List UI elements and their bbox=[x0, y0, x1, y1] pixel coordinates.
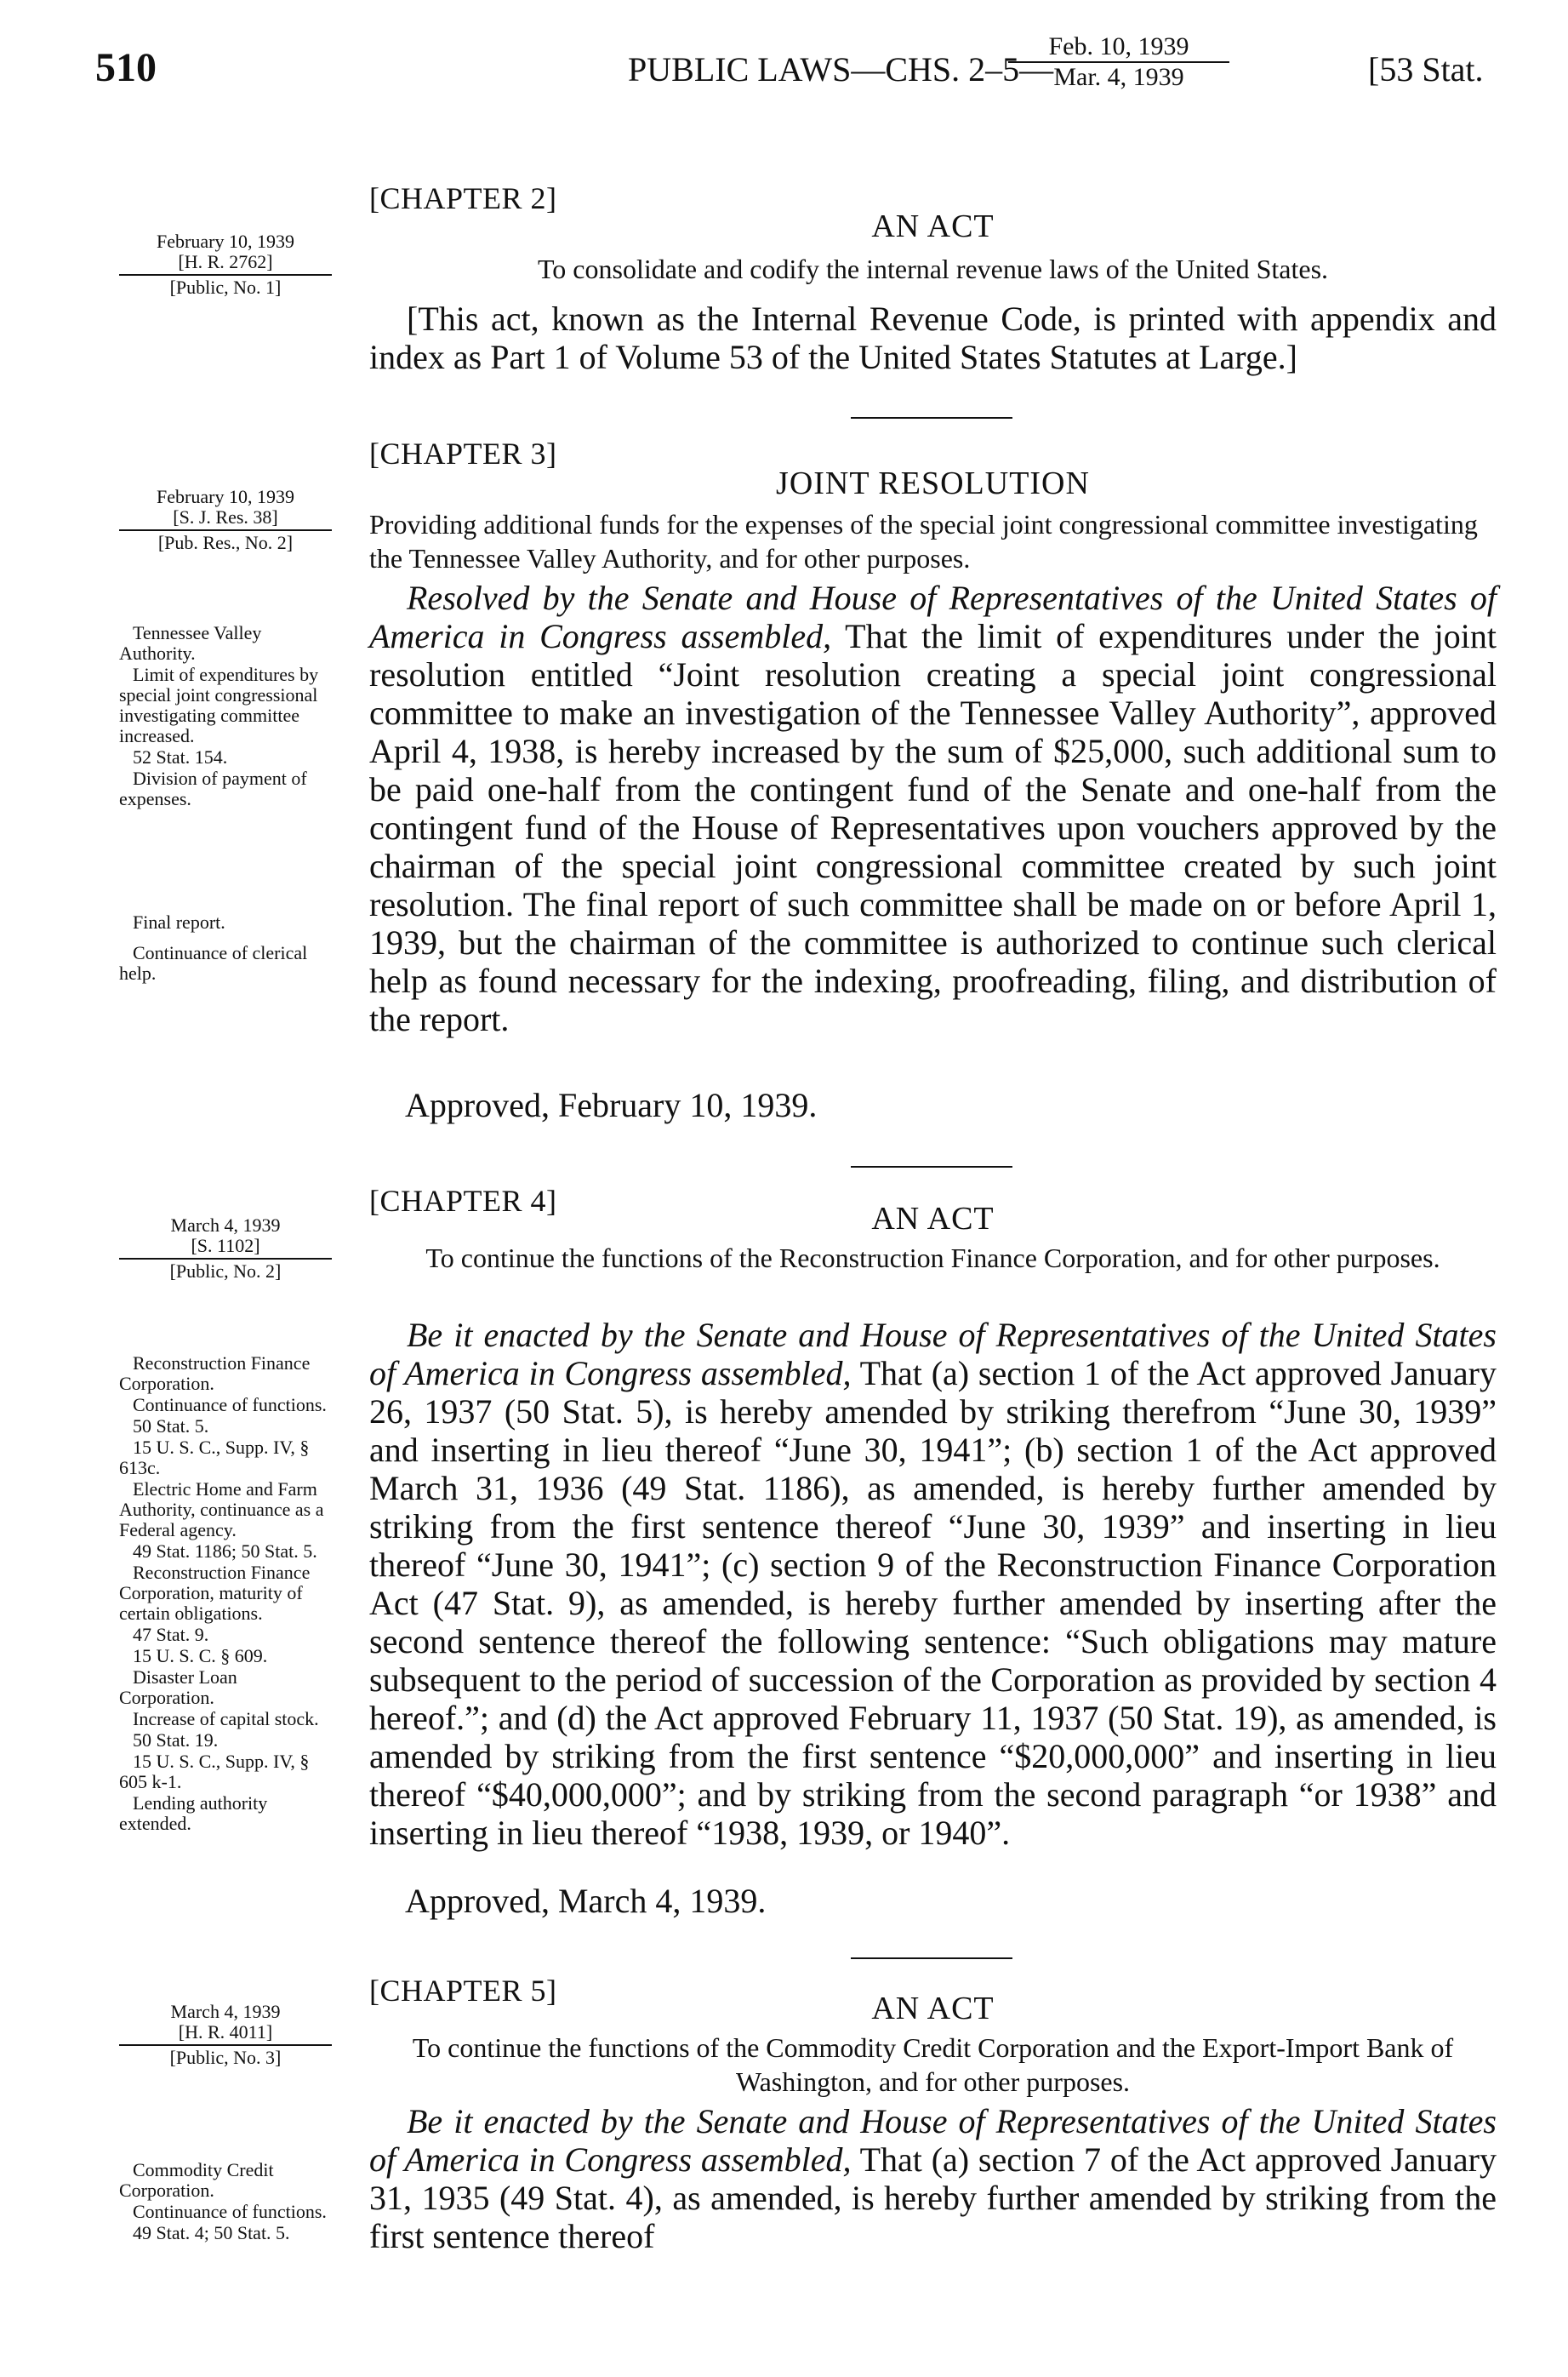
margin-note: 15 U. S. C., Supp. IV, § 613c. bbox=[119, 1437, 310, 1478]
section-divider bbox=[851, 1957, 1012, 1959]
chapter-2-label: [CHAPTER 2] bbox=[369, 181, 557, 215]
section-divider bbox=[851, 417, 1012, 419]
chapter-3-margin-citation bbox=[119, 487, 332, 553]
chapter-5-kind: AN ACT bbox=[871, 1991, 995, 2026]
chapter-4-label: [CHAPTER 4] bbox=[369, 1184, 557, 1218]
running-title: PUBLIC LAWS—CHS. 2–5— bbox=[628, 50, 1054, 89]
chapter-3-body bbox=[369, 579, 1497, 1038]
chapter-4-kind: AN ACT bbox=[871, 1201, 995, 1237]
margin-bill: [S. 1102] bbox=[191, 1235, 260, 1256]
chapter-5-enacting-clause: Be it enacted by the Senate and House of Representatives of the United States of America in Congress assembled, bbox=[369, 2102, 1497, 2179]
header-date-start: Feb. 10, 1939 bbox=[1008, 32, 1229, 63]
page-number: 510 bbox=[95, 45, 157, 90]
chapter-2-kind: AN ACT bbox=[871, 209, 995, 244]
chapter-5-margin-notes bbox=[119, 2160, 332, 2243]
header-date-end: Mar. 4, 1939 bbox=[1053, 63, 1184, 91]
margin-note: 52 Stat. 154. bbox=[133, 746, 228, 768]
chapter-5-body bbox=[369, 2102, 1497, 2255]
margin-note: Continuance of functions. bbox=[133, 2201, 327, 2222]
margin-note: Commodity Credit Corporation. bbox=[119, 2159, 274, 2201]
chapter-3-approved: Approved, February 10, 1939. bbox=[405, 1086, 818, 1124]
chapter-2-body bbox=[369, 300, 1497, 376]
margin-note: Disaster Loan Corporation. bbox=[119, 1666, 237, 1708]
margin-law: [Public, No. 3] bbox=[169, 2047, 282, 2068]
margin-note: 50 Stat. 19. bbox=[133, 1729, 219, 1751]
chapter-5-label: [CHAPTER 5] bbox=[369, 1974, 557, 2008]
margin-note: Final report. bbox=[133, 911, 225, 933]
chapter-3-kind: JOINT RESOLUTION bbox=[776, 466, 1090, 501]
margin-note: Increase of capital stock. bbox=[133, 1708, 319, 1729]
margin-date: March 4, 1939 bbox=[170, 1214, 281, 1236]
margin-law: [Public, No. 2] bbox=[169, 1260, 282, 1282]
margin-bill: [H. R. 2762] bbox=[178, 251, 273, 272]
margin-note: Tennessee Valley Authority. bbox=[119, 622, 262, 664]
chapter-3-label: [CHAPTER 3] bbox=[369, 437, 557, 471]
margin-divider bbox=[119, 529, 332, 531]
header-date-range bbox=[1008, 32, 1229, 92]
margin-note: 47 Stat. 9. bbox=[133, 1624, 209, 1645]
margin-note: Continuance of clerical help. bbox=[119, 942, 308, 984]
chapter-2-margin-citation bbox=[119, 231, 332, 298]
margin-note: Electric Home and Farm Authority, continuance as a Federal agency. bbox=[119, 1478, 324, 1540]
margin-divider bbox=[119, 1258, 332, 1260]
margin-note: Reconstruction Finance Corporation, maturity of certain obligations. bbox=[119, 1562, 311, 1624]
chapter-3-margin-notes bbox=[119, 623, 332, 809]
chapter-5-text: That (a) section 7 of the Act approved January 31, 1935 (49 Stat. 4), as amended, is hereby further amended by striking from the first sentence thereof bbox=[369, 2140, 1497, 2255]
margin-note: 15 U. S. C., Supp. IV, § 605 k-1. bbox=[119, 1751, 310, 1792]
margin-date: February 10, 1939 bbox=[157, 231, 294, 252]
chapter-4-text: That (a) section 1 of the Act approved January 26, 1937 (50 Stat. 5), is hereby amended by striking therefrom “June 30, 1939” and inserting in lieu thereof “June 30, 1941”; (b) section 1 of the Act approved March 31, 1936 (49 Stat. 1186), as amended, is hereby further amended by striking from the first sentence thereof “June 30, 1939” and inserting in lieu thereof “June 30, 1941”; (c) section 9 of the Reconstruction Finance Corporation Act (47 Stat. 9), as amended, is hereby further amended by inserting after the second sentence thereof the following sentence: “Such obligations may mature subsequent to the period of succession of the Corporation as provided by section 4 hereof.”; and (d) the Act approved February 11, 1937 (50 Stat. 19), as amended, is amended by striking from the first sentence “$20,000,000” and inserting in lieu thereof “$40,000,000”; and by striking from the second paragraph “or 1938” and inserting in lieu thereof “1938, 1939, or 1940”. bbox=[369, 1354, 1497, 1852]
margin-note: Continuance of functions. bbox=[133, 1394, 327, 1415]
margin-note: Limit of expenditures by special joint congressional investigating committee increased. bbox=[119, 664, 319, 746]
margin-date: February 10, 1939 bbox=[157, 486, 294, 507]
margin-note: Reconstruction Finance Corporation. bbox=[119, 1352, 311, 1394]
chapter-3-purpose: Providing additional funds for the expenses of the special joint congressional committee investigating the Tennessee Valley Authority, and for other purposes. bbox=[369, 509, 1478, 574]
chapter-4-approved: Approved, March 4, 1939. bbox=[405, 1882, 767, 1920]
chapter-5-purpose: To continue the functions of the Commodity Credit Corporation and the Export-Import Bank of Washington, and for other purposes. bbox=[412, 2032, 1454, 2097]
chapter-2-text: [This act, known as the Internal Revenue Code, is printed with appendix and index as Part 1 of Volume 53 of the United States Statutes at Large.] bbox=[369, 300, 1497, 376]
chapter-3-enacting-clause: Resolved by the Senate and House of Representatives of the United States of America in Congress assembled, bbox=[369, 579, 1497, 655]
margin-note: Division of payment of expenses. bbox=[119, 768, 307, 809]
margin-law: [Public, No. 1] bbox=[169, 277, 282, 298]
margin-note: 49 Stat. 4; 50 Stat. 5. bbox=[133, 2222, 290, 2243]
chapter-4-margin-notes bbox=[119, 1353, 332, 1834]
margin-note: 50 Stat. 5. bbox=[133, 1415, 209, 1437]
chapter-4-purpose: To continue the functions of the Reconstruction Finance Corporation, and for other purposes. bbox=[425, 1243, 1440, 1273]
margin-bill: [S. J. Res. 38] bbox=[173, 506, 278, 528]
margin-law: [Pub. Res., No. 2] bbox=[157, 532, 294, 553]
margin-note: 15 U. S. C. § 609. bbox=[133, 1645, 268, 1666]
section-divider bbox=[851, 1166, 1012, 1168]
chapter-2-purpose: To consolidate and codify the internal revenue laws of the United States. bbox=[537, 254, 1329, 284]
chapter-3-text: That the limit of expenditures under the joint resolution entitled “Joint resolution creating a special joint congressional committee to make an investigation of the Tennessee Valley Authority”, approved April 4, 1938, is hereby increased by the sum of $25,000, such additional sum to be paid one-half from the contingent fund of the Senate and one-half from the contingent fund of the House of Representatives upon vouchers approved by the chairman of the special joint congressional committee created by such joint resolution. The final report of such committee shall be made on or before April 1, 1939, but the chairman of the committee is authorized to continue such clerical help as found necessary for the indexing, proofreading, filing, and distribution of the report. bbox=[369, 617, 1497, 1038]
margin-divider bbox=[119, 2044, 332, 2046]
chapter-4-enacting-clause: Be it enacted by the Senate and House of Representatives of the United States of America in Congress assembled, bbox=[369, 1316, 1497, 1392]
margin-note: 49 Stat. 1186; 50 Stat. 5. bbox=[133, 1540, 317, 1562]
chapter-5-margin-citation bbox=[119, 2002, 332, 2068]
chapter-4-body bbox=[369, 1316, 1497, 1852]
margin-divider bbox=[119, 274, 332, 276]
statute-reference: [53 Stat. bbox=[1368, 50, 1484, 89]
margin-bill: [H. R. 4011] bbox=[178, 2021, 273, 2043]
margin-note: Lending authority extended. bbox=[119, 1792, 268, 1834]
margin-date: March 4, 1939 bbox=[170, 2001, 281, 2022]
chapter-4-margin-citation bbox=[119, 1215, 332, 1282]
chapter-3-margin-notes-2 bbox=[119, 912, 332, 984]
